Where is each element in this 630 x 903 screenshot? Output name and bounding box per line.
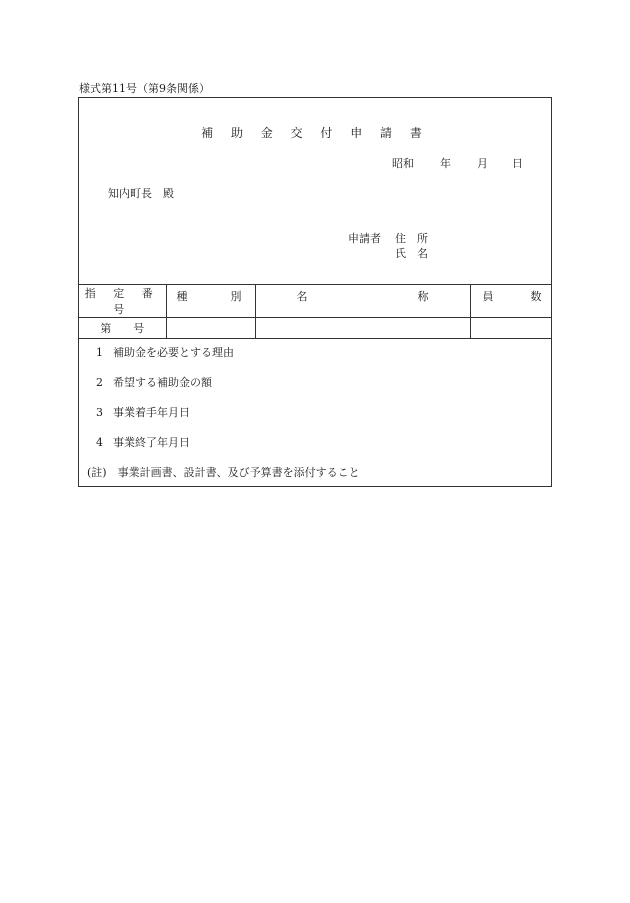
attachment-note: (註) 事業計画書、設計書、及び予算書を添付すること: [87, 466, 360, 479]
date-day: 日: [512, 157, 523, 170]
form-title: 補 助 金 交 付 申 請 書: [201, 126, 429, 140]
header-designation-number: 指 定 番 号: [79, 285, 166, 318]
date-era: 昭和: [392, 157, 414, 170]
header-members: 員 数: [470, 285, 551, 318]
cell-members: [470, 318, 551, 339]
application-form: [78, 97, 552, 487]
header-category: 種 別: [166, 285, 255, 318]
designation-table: [79, 284, 551, 339]
list-item: 2 希望する補助金の額: [96, 376, 212, 389]
table-row: [79, 318, 551, 339]
date-year: 年: [440, 157, 451, 170]
header-name: 名 称: [255, 285, 470, 318]
list-item: 3 事業着手年月日: [96, 406, 190, 419]
list-item: 4 事業終了年月日: [96, 436, 190, 449]
table-header-row: [79, 285, 551, 318]
date-month: 月: [477, 157, 488, 170]
applicant-label: 申請者: [348, 232, 381, 245]
cell-number: 第 号: [79, 318, 166, 339]
addressee: 知内町長 殿: [108, 187, 174, 200]
cell-category: [166, 318, 255, 339]
applicant-address-label: 住 所: [395, 232, 428, 245]
cell-name: [255, 318, 470, 339]
applicant-name-label: 氏 名: [395, 247, 428, 260]
list-item: 1 補助金を必要とする理由: [96, 346, 234, 359]
form-number-label: 様式第11号（第9条関係）: [79, 82, 210, 95]
